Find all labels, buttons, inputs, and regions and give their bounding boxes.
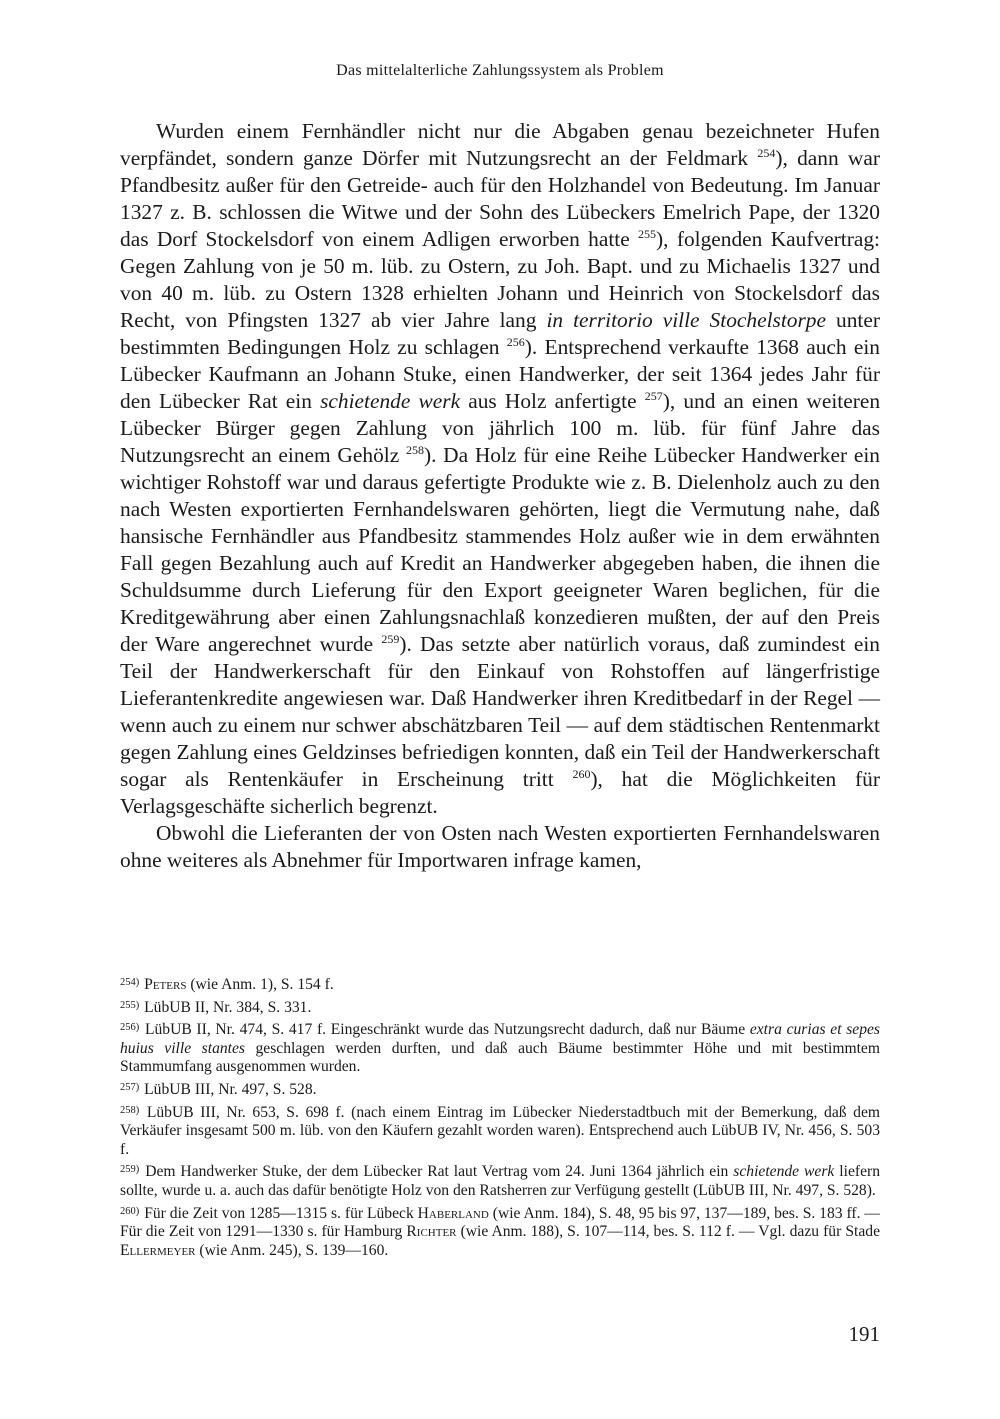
text-span: aus Holz anfertigte xyxy=(468,389,637,413)
italic-phrase: in territorio ville Stochelstorpe xyxy=(546,308,826,332)
author-name: Peters xyxy=(144,976,187,993)
paragraph: Obwohl die Lieferanten der von Osten nach Westen exportierten Fernhandelswaren ohne weiteres als Abnehmer für Importwaren infrage kamen, xyxy=(120,821,880,872)
text-span: Für die Zeit von 1285—1315 s. für Lübeck xyxy=(144,1204,418,1222)
italic-phrase: schietende werk xyxy=(733,1163,835,1181)
text-span: Dem Handwerker Stuke, der dem Lübecker Rat laut Vertrag vom 24. Juni 1364 jährlich ein xyxy=(145,1163,729,1181)
footnote-ref: 256 xyxy=(506,335,525,349)
body-text xyxy=(120,118,880,874)
footnote-254 xyxy=(120,974,880,995)
footnote-number: 260) xyxy=(120,1205,140,1217)
footnotes xyxy=(120,974,880,1262)
text-span: Wurden einem Fernhändler nicht nur die Abgaben genau bezeichneter Hufen verpfändet, sondern ganze Dörfer mit Nutzungsrecht an der Feldmark xyxy=(120,119,880,170)
footnote-260 xyxy=(120,1203,880,1261)
page-number: 191 xyxy=(848,1322,880,1346)
text-span: liefern sollte, wurde u. a. auch das dafür benötigte Holz von den Ratsherren zur Verfügung gestellt (LübUB III, Nr. 497, S. 528). xyxy=(120,1163,880,1199)
text-span: LübUB II, Nr. 474, S. 417 f. Eingeschränkt wurde das Nutzungsrecht dadurch, daß nur Bäume xyxy=(144,1021,746,1039)
text-span: ). Das setzte aber natürlich voraus, daß zumindest ein Teil der Handwerkerschaft für den Einkauf von Rohstoffen auf längerfristige Lieferantenkredite angewiesen war. Daß Handwerker ihren Kreditbedarf in der Regel — wenn auch zu einem nur schwer abschätzbaren Teil — auf dem städtischen Rentenmarkt gegen Zahlung eines Geldzinses befriedigen konnten, daß ein Teil der Handwerkerschaft sogar als Rentenkäufer in Erscheinung tritt xyxy=(120,632,880,791)
text-span: ), und an einen weiteren Lübecker Bürger gegen Zahlung von jährlich 100 m. lüb. für fünf Jahre das Nutzungsrecht an einem Gehölz xyxy=(120,389,881,467)
text-span: geschlagen werden durften, und daß auch Bäume bestimmter Höhe und mit bestimmtem Stammumfang ausgenommen wurden. xyxy=(120,1039,880,1076)
footnote-ref: 257 xyxy=(644,389,663,403)
text-span: ). Da Holz für eine Reihe Lübecker Handwerker ein wichtiger Rohstoff war und daraus gefertigte Produkte wie z. B. Dielenholz auch zu den nach Westen exportierten Fernhandelswaren gehörten, liegt die Vermutung nahe, daß hansische Fernhändler aus Pfandbesitz stammendes Holz außer wie in dem erwähnten Fall gegen Bezahlung auch auf Kredit an Handwerker abgegeben haben, die ihnen die Schuldsumme durch Lieferung für den Export geeigneter Waren beglichen, für die Kreditgewährung aber einen Zahlungsnachlaß konzedieren mußten, der auf den Preis der Ware angerechnet wurde xyxy=(120,443,880,656)
author-name: Richter xyxy=(406,1223,457,1241)
footnote-number: 255) xyxy=(120,999,140,1011)
footnote-number: 256) xyxy=(120,1022,140,1034)
text-span: ), dann war Pfandbesitz außer für den Getreide- auch für den Holzhandel von Bedeutung. Im Januar 1327 z. B. schlossen die Witwe und der Sohn des Lübeckers Emelrich Pape, der 1320 das Dorf Stockelsdorf von einem Adligen erworben hatte xyxy=(120,146,881,251)
footnote-ref: 254 xyxy=(757,146,776,160)
footnote-number: 254) xyxy=(120,977,140,988)
text-span: LübUB III, Nr. 653, S. 698 f. (nach einem Eintrag im Lübecker Niederstadtbuch mit der Bemerkung, daß dem Verkäufer insgesamt 500 m. lüb. von den Käufern gezahlt worden waren). Entsprechend auch LübUB IV, Nr. 456, S. 503 f. xyxy=(120,1103,880,1158)
text-span: (wie Anm. 1), S. 154 f. xyxy=(186,976,334,993)
italic-phrase: schietende werk xyxy=(320,389,461,413)
footnote-ref: 260 xyxy=(572,767,591,781)
text-span: LübUB III, Nr. 497, S. 528. xyxy=(144,1080,317,1098)
footnote-number: 258) xyxy=(120,1104,140,1116)
author-name: Ellermeyer xyxy=(120,1241,196,1259)
footnote-256 xyxy=(120,1019,880,1077)
running-head: Das mittelalterliche Zahlungssystem als Problem xyxy=(336,62,664,79)
text-span: (wie Anm. 245), S. 139—160. xyxy=(195,1241,389,1259)
author-name: Haberland xyxy=(417,1204,489,1222)
footnote-257 xyxy=(120,1079,880,1100)
footnote-number: 259) xyxy=(120,1164,140,1176)
text-span: ), folgenden Kaufvertrag: Gegen Zahlung von je 50 m. lüb. zu Ostern, zu Joh. Bapt. und zu Michaelis 1327 und von 40 m. lüb. zu Ostern 1328 erhielten Johann und Heinrich von Stockelsdorf das Recht, von Pfingsten 1327 ab vier Jahre lang xyxy=(120,227,880,332)
footnote-ref: 259 xyxy=(381,632,400,646)
text-span: ). Entsprechend verkaufte 1368 auch ein Lübecker Kaufmann an Johann Stuke, einen Handwerker, der seit 1364 jedes Jahr für den Lübecker Rat ein xyxy=(120,335,880,413)
text-span: unter bestimmten Bedingungen Holz zu schlagen xyxy=(120,308,880,359)
footnote-number: 257) xyxy=(120,1081,140,1093)
italic-phrase: extra curias et sepes huius ville stantes xyxy=(120,1021,880,1057)
text-span: (wie Anm. 188), S. 107—114, bes. S. 112 f. — Vgl. dazu für Stade xyxy=(456,1223,880,1241)
text-span: (wie Anm. 184), S. 48, 95 bis 97, 137—189, bes. S. 183 ff. — Für die Zeit von 1291—1330 s. für Hamburg xyxy=(120,1204,881,1241)
paragraph xyxy=(120,118,880,820)
footnote-ref: 258 xyxy=(405,443,424,457)
text-span: ), hat die Möglichkeiten für Verlagsgeschäfte sicherlich begrenzt. xyxy=(120,767,880,818)
footnote-255 xyxy=(120,997,880,1018)
footnote-ref: 255 xyxy=(638,227,657,241)
footnote-259 xyxy=(120,1161,880,1200)
footnote-258 xyxy=(120,1102,880,1160)
text-span: LübUB II, Nr. 384, S. 331. xyxy=(144,998,312,1016)
